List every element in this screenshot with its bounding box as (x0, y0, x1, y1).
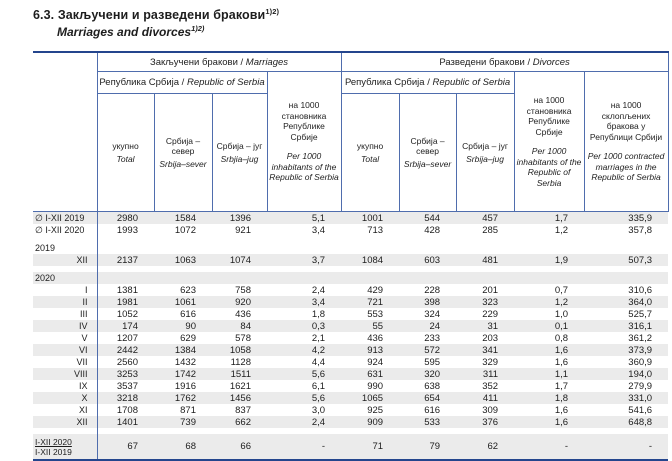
divorces-per1000-marriages-header (584, 72, 668, 212)
corner-cell (33, 52, 97, 212)
value-cell: 1063 (154, 254, 212, 266)
value-cell: 925 (367, 404, 384, 416)
value-cell: 1401 (97, 416, 154, 428)
divorces-north-header (399, 94, 456, 212)
marriages-total-header (97, 94, 154, 212)
value-cell: 525,7 (628, 308, 653, 320)
divorces-region-header (341, 72, 514, 94)
value-cell: 1052 (116, 308, 138, 320)
value-cell: 309 (482, 404, 499, 416)
marriages-per1000-header (267, 72, 341, 212)
value-cell: 2980 (97, 212, 154, 225)
value-cell: 1708 (116, 404, 138, 416)
value-cell: 1762 (154, 392, 212, 404)
column-label-en: Per 1000 contracted marriages in the Republic of Serbia (587, 151, 665, 183)
region-label-sr: Република Србија (344, 77, 425, 88)
region-label-en: Republic of Serbia (432, 77, 511, 88)
value-cell: 55 (341, 320, 399, 332)
table-row (33, 296, 668, 308)
value-cell: 62 (456, 434, 514, 460)
value-cell: 629 (180, 332, 196, 344)
value-cell: 871 (180, 404, 196, 416)
value-cell: 1065 (341, 392, 399, 404)
column-label-sr: Србија –север (410, 135, 445, 157)
section-header-row (33, 52, 668, 72)
value-cell: 1128 (230, 356, 251, 368)
value-cell: 90 (154, 320, 212, 332)
value-cell: 1,7 (554, 380, 569, 392)
marriages-south-header (212, 94, 267, 212)
column-label-sr: на 1000 становника Републике Србије (526, 95, 572, 137)
row-label: IX (33, 380, 97, 392)
value-cell: 638 (424, 380, 441, 392)
value-cell: 341 (456, 344, 514, 356)
row-label: IV (33, 320, 97, 332)
region-label-sr: Република Србија (99, 77, 180, 88)
page-title (33, 8, 669, 22)
value-cell: 361,2 (628, 332, 653, 344)
value-cell: 194,0 (584, 368, 668, 380)
row-label: VII (33, 356, 97, 368)
value-cell: 323 (456, 296, 514, 308)
value-cell: 68 (154, 434, 212, 460)
value-cell: - (514, 434, 584, 460)
value-cell: 66 (212, 434, 267, 460)
value-cell: 310,6 (628, 284, 653, 296)
value-cell: 913 (341, 344, 399, 356)
value-cell: 352 (482, 380, 499, 392)
value-cell: 2,1 (311, 332, 326, 344)
footnote-marker: 1)2) (265, 6, 280, 16)
value-cell: 909 (341, 416, 399, 428)
section-label-en: Marriages (245, 56, 289, 68)
value-cell: 3,4 (267, 296, 341, 308)
table-body (33, 212, 668, 461)
value-cell: 324 (424, 308, 441, 320)
table-row (33, 272, 668, 284)
value-cell: 311 (456, 368, 514, 380)
value-cell: 31 (456, 320, 514, 332)
value-cell: 2,4 (311, 284, 326, 296)
row-label: II (33, 296, 97, 308)
region-header-row (33, 72, 668, 94)
value-cell: 279,9 (628, 380, 653, 392)
value-cell: 229 (482, 308, 499, 320)
value-cell: 603 (399, 254, 456, 266)
separator: / (524, 56, 533, 68)
value-cell: 1001 (341, 212, 399, 225)
divorces-per1000-inhabitants-header (514, 72, 584, 212)
value-cell: 1,6 (514, 416, 584, 428)
value-cell: 662 (212, 416, 267, 428)
value-cell: 3218 (97, 392, 154, 404)
section-label-en: Divorces (532, 56, 570, 68)
value-cell: 990 (367, 380, 384, 392)
value-cell: 739 (154, 416, 212, 428)
value-cell: 3,0 (311, 404, 326, 416)
row-label: X (33, 392, 97, 404)
table-row (33, 356, 668, 368)
value-cell: 3,4 (311, 224, 326, 236)
row-label: VI (33, 344, 97, 356)
column-label-sr: Србија – југ (462, 141, 508, 151)
marriages-section-header (97, 52, 341, 72)
value-cell: 2,4 (267, 416, 341, 428)
value-cell: 320 (399, 368, 456, 380)
column-label-en: Srbjia–jug (220, 153, 259, 164)
value-cell: 4,4 (311, 356, 326, 368)
value-cell: 203 (482, 332, 499, 344)
page (33, 8, 669, 461)
value-cell: 721 (341, 296, 399, 308)
empty-cell (97, 272, 668, 284)
divorces-south-header (456, 94, 514, 212)
table-row (33, 434, 668, 460)
value-cell: 1381 (116, 284, 138, 296)
column-label-sr: укупно (356, 141, 384, 151)
value-cell: 1084 (341, 254, 399, 266)
value-cell: 654 (399, 392, 456, 404)
row-label: 2020 (33, 272, 97, 284)
row-label: I-XII 2020 I-XII 2019 (33, 434, 97, 460)
value-cell: 1981 (97, 296, 154, 308)
region-label-en: Republic of Serbia (186, 77, 265, 88)
value-cell: 616 (424, 404, 441, 416)
table-row (33, 284, 668, 296)
table-row (33, 332, 668, 344)
row-label: XII (33, 416, 97, 428)
value-cell: 758 (235, 284, 251, 296)
value-cell: 1511 (212, 368, 267, 380)
value-cell: 1072 (174, 224, 196, 236)
table-row (33, 224, 668, 236)
value-cell: 1396 (212, 212, 267, 225)
table-row (33, 320, 668, 332)
value-cell: 428 (424, 224, 441, 236)
column-label-en: Total (360, 153, 380, 164)
value-cell: 228 (424, 284, 441, 296)
table-row (33, 392, 668, 404)
value-cell: 1432 (174, 356, 196, 368)
value-cell: 3253 (97, 368, 154, 380)
separator: / (424, 77, 433, 88)
value-cell: 507,3 (584, 254, 668, 266)
table-row (33, 344, 668, 356)
table-row (33, 242, 668, 254)
row-label: V (33, 332, 97, 344)
page-subtitle (57, 25, 669, 39)
value-cell: 631 (341, 368, 399, 380)
empty-cell (97, 242, 668, 254)
table-row (33, 212, 668, 225)
table-row (33, 308, 668, 320)
row-label: VIII (33, 368, 97, 380)
value-cell: 398 (399, 296, 456, 308)
value-cell: 541,6 (628, 404, 653, 416)
table-row (33, 380, 668, 392)
value-cell: 713 (367, 224, 384, 236)
value-cell: 174 (97, 320, 154, 332)
value-cell: 1621 (229, 380, 251, 392)
page-title-serbian: 6.3. Закључени и разведени бракови (33, 8, 266, 22)
column-label-sr: Србија – југ (216, 141, 263, 151)
value-cell: 233 (424, 332, 441, 344)
value-cell: - (267, 434, 341, 460)
column-label-sr: укупно (112, 141, 139, 151)
separator: / (237, 56, 246, 68)
row-label: XI (33, 404, 97, 416)
value-cell: 1,0 (554, 308, 569, 320)
value-cell: 3,7 (267, 254, 341, 266)
value-cell: 84 (212, 320, 267, 332)
value-cell: 331,0 (584, 392, 668, 404)
column-label-en: Per 1000 inhabitants of the Republic of Serbia (269, 151, 339, 183)
value-cell: 411 (456, 392, 514, 404)
value-cell: 544 (399, 212, 456, 225)
value-cell: 1456 (212, 392, 267, 404)
table-row (33, 254, 668, 266)
value-cell: 924 (367, 356, 384, 368)
value-cell: 3537 (116, 380, 138, 392)
value-cell: 1,6 (554, 356, 569, 368)
value-cell: 5,1 (267, 212, 341, 225)
footnote-marker: 1)2) (191, 24, 205, 33)
table-row (33, 416, 668, 428)
value-cell: 481 (456, 254, 514, 266)
divorces-section-header (341, 52, 668, 72)
table-row (33, 404, 668, 416)
value-cell: 329 (482, 356, 499, 368)
value-cell: 920 (212, 296, 267, 308)
value-cell: 1058 (212, 344, 267, 356)
value-cell: 4,2 (267, 344, 341, 356)
value-cell: 457 (456, 212, 514, 225)
value-cell: 1,6 (554, 404, 569, 416)
row-label: III (33, 308, 97, 320)
value-cell: 201 (482, 284, 499, 296)
value-cell: 648,8 (584, 416, 668, 428)
value-cell: 373,9 (584, 344, 668, 356)
column-label-sr: Србија –север (165, 135, 201, 157)
value-cell: 79 (399, 434, 456, 460)
page-title-english: Marriages and divorces (57, 25, 192, 39)
table-row (33, 368, 668, 380)
value-cell: 0,3 (267, 320, 341, 332)
column-label-sr: на 1000 становника Републике Србије (281, 100, 327, 142)
column-label-en: Srbija–sever (403, 158, 452, 169)
value-cell: 1,9 (514, 254, 584, 266)
row-label: XII (33, 254, 97, 266)
value-cell: 429 (367, 284, 384, 296)
value-cell: 1,8 (514, 392, 584, 404)
value-cell: 0,7 (554, 284, 569, 296)
value-cell: 2442 (97, 344, 154, 356)
marriages-north-header (154, 94, 212, 212)
column-label-en: Total (116, 153, 135, 164)
value-cell: 364,0 (584, 296, 668, 308)
column-label-en: Per 1000 inhabitants of the Republic of Serbia (516, 146, 582, 188)
section-label-sr: Разведени бракови (439, 56, 525, 68)
value-cell: 1,1 (514, 368, 584, 380)
value-cell: 71 (341, 434, 399, 460)
section-label-sr: Закључени бракови (150, 56, 238, 68)
value-cell: 1,7 (514, 212, 584, 225)
value-cell: 533 (399, 416, 456, 428)
value-cell: 1,2 (554, 224, 569, 236)
value-cell: - (584, 434, 668, 460)
value-cell: 595 (424, 356, 441, 368)
column-label-en: Srbija–sever (159, 158, 207, 169)
marriages-divorces-table (33, 51, 669, 461)
value-cell: 6,1 (311, 380, 326, 392)
row-label: ∅ I-XII 2019 (33, 212, 97, 225)
value-cell: 5,6 (267, 392, 341, 404)
value-cell: 1384 (154, 344, 212, 356)
value-cell: 0,8 (554, 332, 569, 344)
value-cell: 616 (180, 308, 196, 320)
value-cell: 553 (367, 308, 384, 320)
value-cell: 0,1 (514, 320, 584, 332)
value-cell: 572 (399, 344, 456, 356)
divorces-total-header (341, 94, 399, 212)
value-cell: 623 (180, 284, 196, 296)
value-cell: 2137 (97, 254, 154, 266)
value-cell: 436 (367, 332, 384, 344)
value-cell: 1061 (154, 296, 212, 308)
value-cell: 360,9 (628, 356, 653, 368)
separator: / (179, 77, 187, 88)
value-cell: 1916 (174, 380, 196, 392)
value-cell: 357,8 (628, 224, 653, 236)
value-cell: 1074 (212, 254, 267, 266)
value-cell: 1207 (116, 332, 138, 344)
column-label-sr: на 1000 склопљених бракова у Републици Србији (589, 100, 663, 142)
row-label: I (33, 284, 97, 296)
value-cell: 316,1 (584, 320, 668, 332)
value-cell: 335,9 (584, 212, 668, 225)
marriages-region-header (97, 72, 267, 94)
value-cell: 436 (235, 308, 251, 320)
row-label: ∅ I-XII 2020 (33, 224, 97, 236)
value-cell: 1,2 (514, 296, 584, 308)
value-cell: 578 (235, 332, 251, 344)
value-cell: 1993 (116, 224, 138, 236)
value-cell: 1,8 (311, 308, 326, 320)
value-cell: 1584 (154, 212, 212, 225)
value-cell: 1742 (154, 368, 212, 380)
value-cell: 285 (482, 224, 499, 236)
value-cell: 1,6 (514, 344, 584, 356)
value-cell: 921 (235, 224, 251, 236)
row-label: 2019 (33, 242, 97, 254)
value-cell: 67 (97, 434, 154, 460)
value-cell: 5,6 (267, 368, 341, 380)
value-cell: 837 (235, 404, 251, 416)
value-cell: 2560 (116, 356, 138, 368)
value-cell: 376 (456, 416, 514, 428)
column-label-en: Srbija–jug (466, 153, 504, 164)
value-cell: 24 (399, 320, 456, 332)
